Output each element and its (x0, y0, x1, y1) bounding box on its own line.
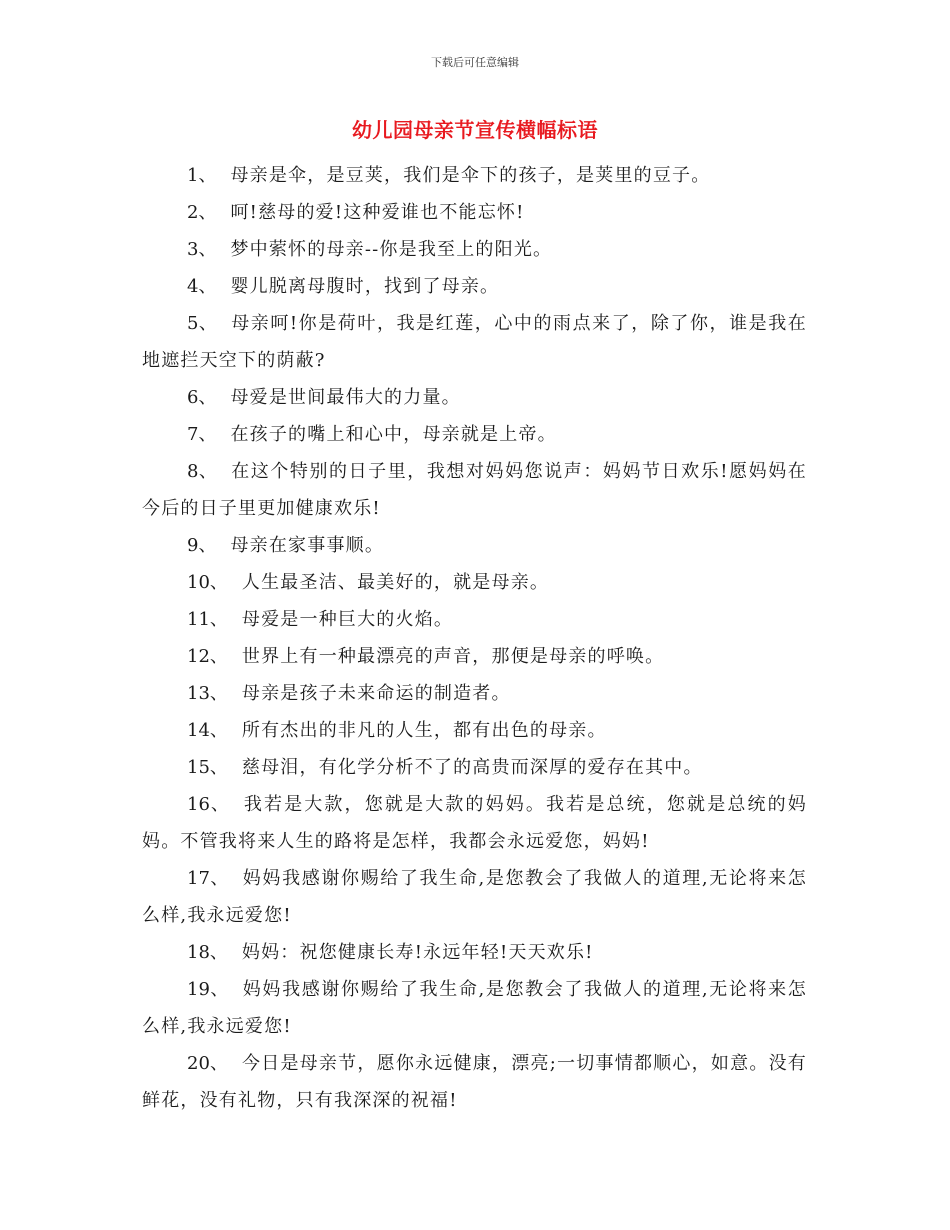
header-note: 下载后可任意编辑 (431, 56, 519, 69)
slogan-text: 所有杰出的非凡的人生，都有出色的母亲。 (241, 720, 607, 741)
slogan-number: 4 、 (187, 276, 216, 297)
slogan-item (142, 971, 807, 1045)
slogan-text: 梦中萦怀的母亲--你是我至上的阳光。 (230, 239, 553, 260)
slogan-item (142, 453, 807, 527)
slogan-number: 8 、 (187, 461, 217, 482)
slogan-text: 我若是大款，您就是大款的妈妈。我若是总统，您就是总统的妈妈。不管我将来人生的路将是怎样，我都会永远爱您，妈妈! (142, 794, 807, 852)
slogan-text: 妈妈我感谢你赐给了我生命,是您教会了我做人的道理,无论将来怎么样,我永远爱您! (142, 868, 807, 926)
slogan-item (142, 749, 807, 786)
slogan-item (142, 860, 807, 934)
slogan-text: 在孩子的嘴上和心中，母亲就是上帝。 (230, 424, 557, 445)
slogan-number: 15 、 (187, 757, 228, 778)
slogan-item (142, 416, 807, 453)
document-title: 幼儿园母亲节宣传横幅标语 (352, 118, 598, 142)
slogan-text: 母爱是一种巨大的火焰。 (241, 609, 454, 630)
slogan-item (142, 194, 807, 231)
slogan-text: 母亲在家事事顺。 (230, 535, 385, 556)
slogan-text: 母亲是伞，是豆荚，我们是伞下的孩子，是荚里的豆子。 (230, 165, 711, 186)
slogan-item (142, 786, 807, 860)
slogan-number: 6 、 (187, 387, 216, 408)
slogan-number: 9 、 (187, 535, 216, 556)
slogan-text: 世界上有一种最漂亮的声音，那便是母亲的呼唤。 (241, 646, 665, 667)
slogan-number: 2 、 (187, 202, 216, 223)
slogan-number: 14 、 (187, 720, 228, 741)
slogan-number: 20 、 (187, 1053, 228, 1074)
slogan-item (142, 157, 807, 194)
slogan-item (142, 1045, 807, 1119)
slogan-text: 母亲呵!你是荷叶，我是红莲，心中的雨点来了，除了你，谁是我在地遮拦天空下的荫蔽? (142, 313, 808, 371)
slogan-number: 13 、 (187, 683, 228, 704)
slogan-item (142, 601, 807, 638)
slogan-item (142, 934, 807, 971)
slogan-number: 11 、 (187, 609, 228, 630)
slogan-number: 19 、 (187, 979, 229, 1000)
slogan-text: 妈妈我感谢你赐给了我生命,是您教会了我做人的道理,无论将来怎么样,我永远爱您! (142, 979, 807, 1037)
slogan-item (142, 231, 807, 268)
slogan-text: 母亲是孩子未来命运的制造者。 (241, 683, 511, 704)
slogan-number: 12 、 (187, 646, 228, 667)
slogan-number: 7 、 (187, 424, 216, 445)
slogan-number: 1 、 (187, 165, 216, 186)
slogan-text: 母爱是世间最伟大的力量。 (230, 387, 461, 408)
slogan-number: 18 、 (187, 942, 228, 963)
slogan-item (142, 268, 807, 305)
slogan-item (142, 638, 807, 675)
slogan-item (142, 527, 807, 564)
slogan-list (142, 157, 807, 1119)
slogan-text: 慈母泪，有化学分析不了的高贵而深厚的爱存在其中。 (241, 757, 703, 778)
slogan-number: 3 、 (187, 239, 216, 260)
slogan-text: 人生最圣洁、最美好的，就是母亲。 (241, 572, 550, 593)
slogan-text: 呵!慈母的爱!这种爱谁也不能忘怀! (230, 202, 525, 223)
slogan-item (142, 379, 807, 416)
slogan-item (142, 675, 807, 712)
slogan-text: 婴儿脱离母腹时，找到了母亲。 (230, 276, 500, 297)
slogan-text: 在这个特别的日子里，我想对妈妈您说声：妈妈节日欢乐!愿妈妈在今后的日子里更加健康欢乐! (142, 461, 808, 519)
slogan-text: 今日是母亲节，愿你永远健康，漂亮;一切事情都顺心，如意。没有鲜花，没有礼物，只有我深深的祝福! (142, 1053, 808, 1111)
slogan-number: 10 、 (187, 572, 228, 593)
slogan-text: 妈妈：祝您健康长寿!永远年轻!天天欢乐! (241, 942, 594, 963)
slogan-item (142, 712, 807, 749)
slogan-number: 16 、 (187, 794, 230, 815)
slogan-item (142, 305, 807, 379)
slogan-item (142, 564, 807, 601)
slogan-number: 5 、 (187, 313, 217, 334)
slogan-number: 17 、 (187, 868, 229, 889)
